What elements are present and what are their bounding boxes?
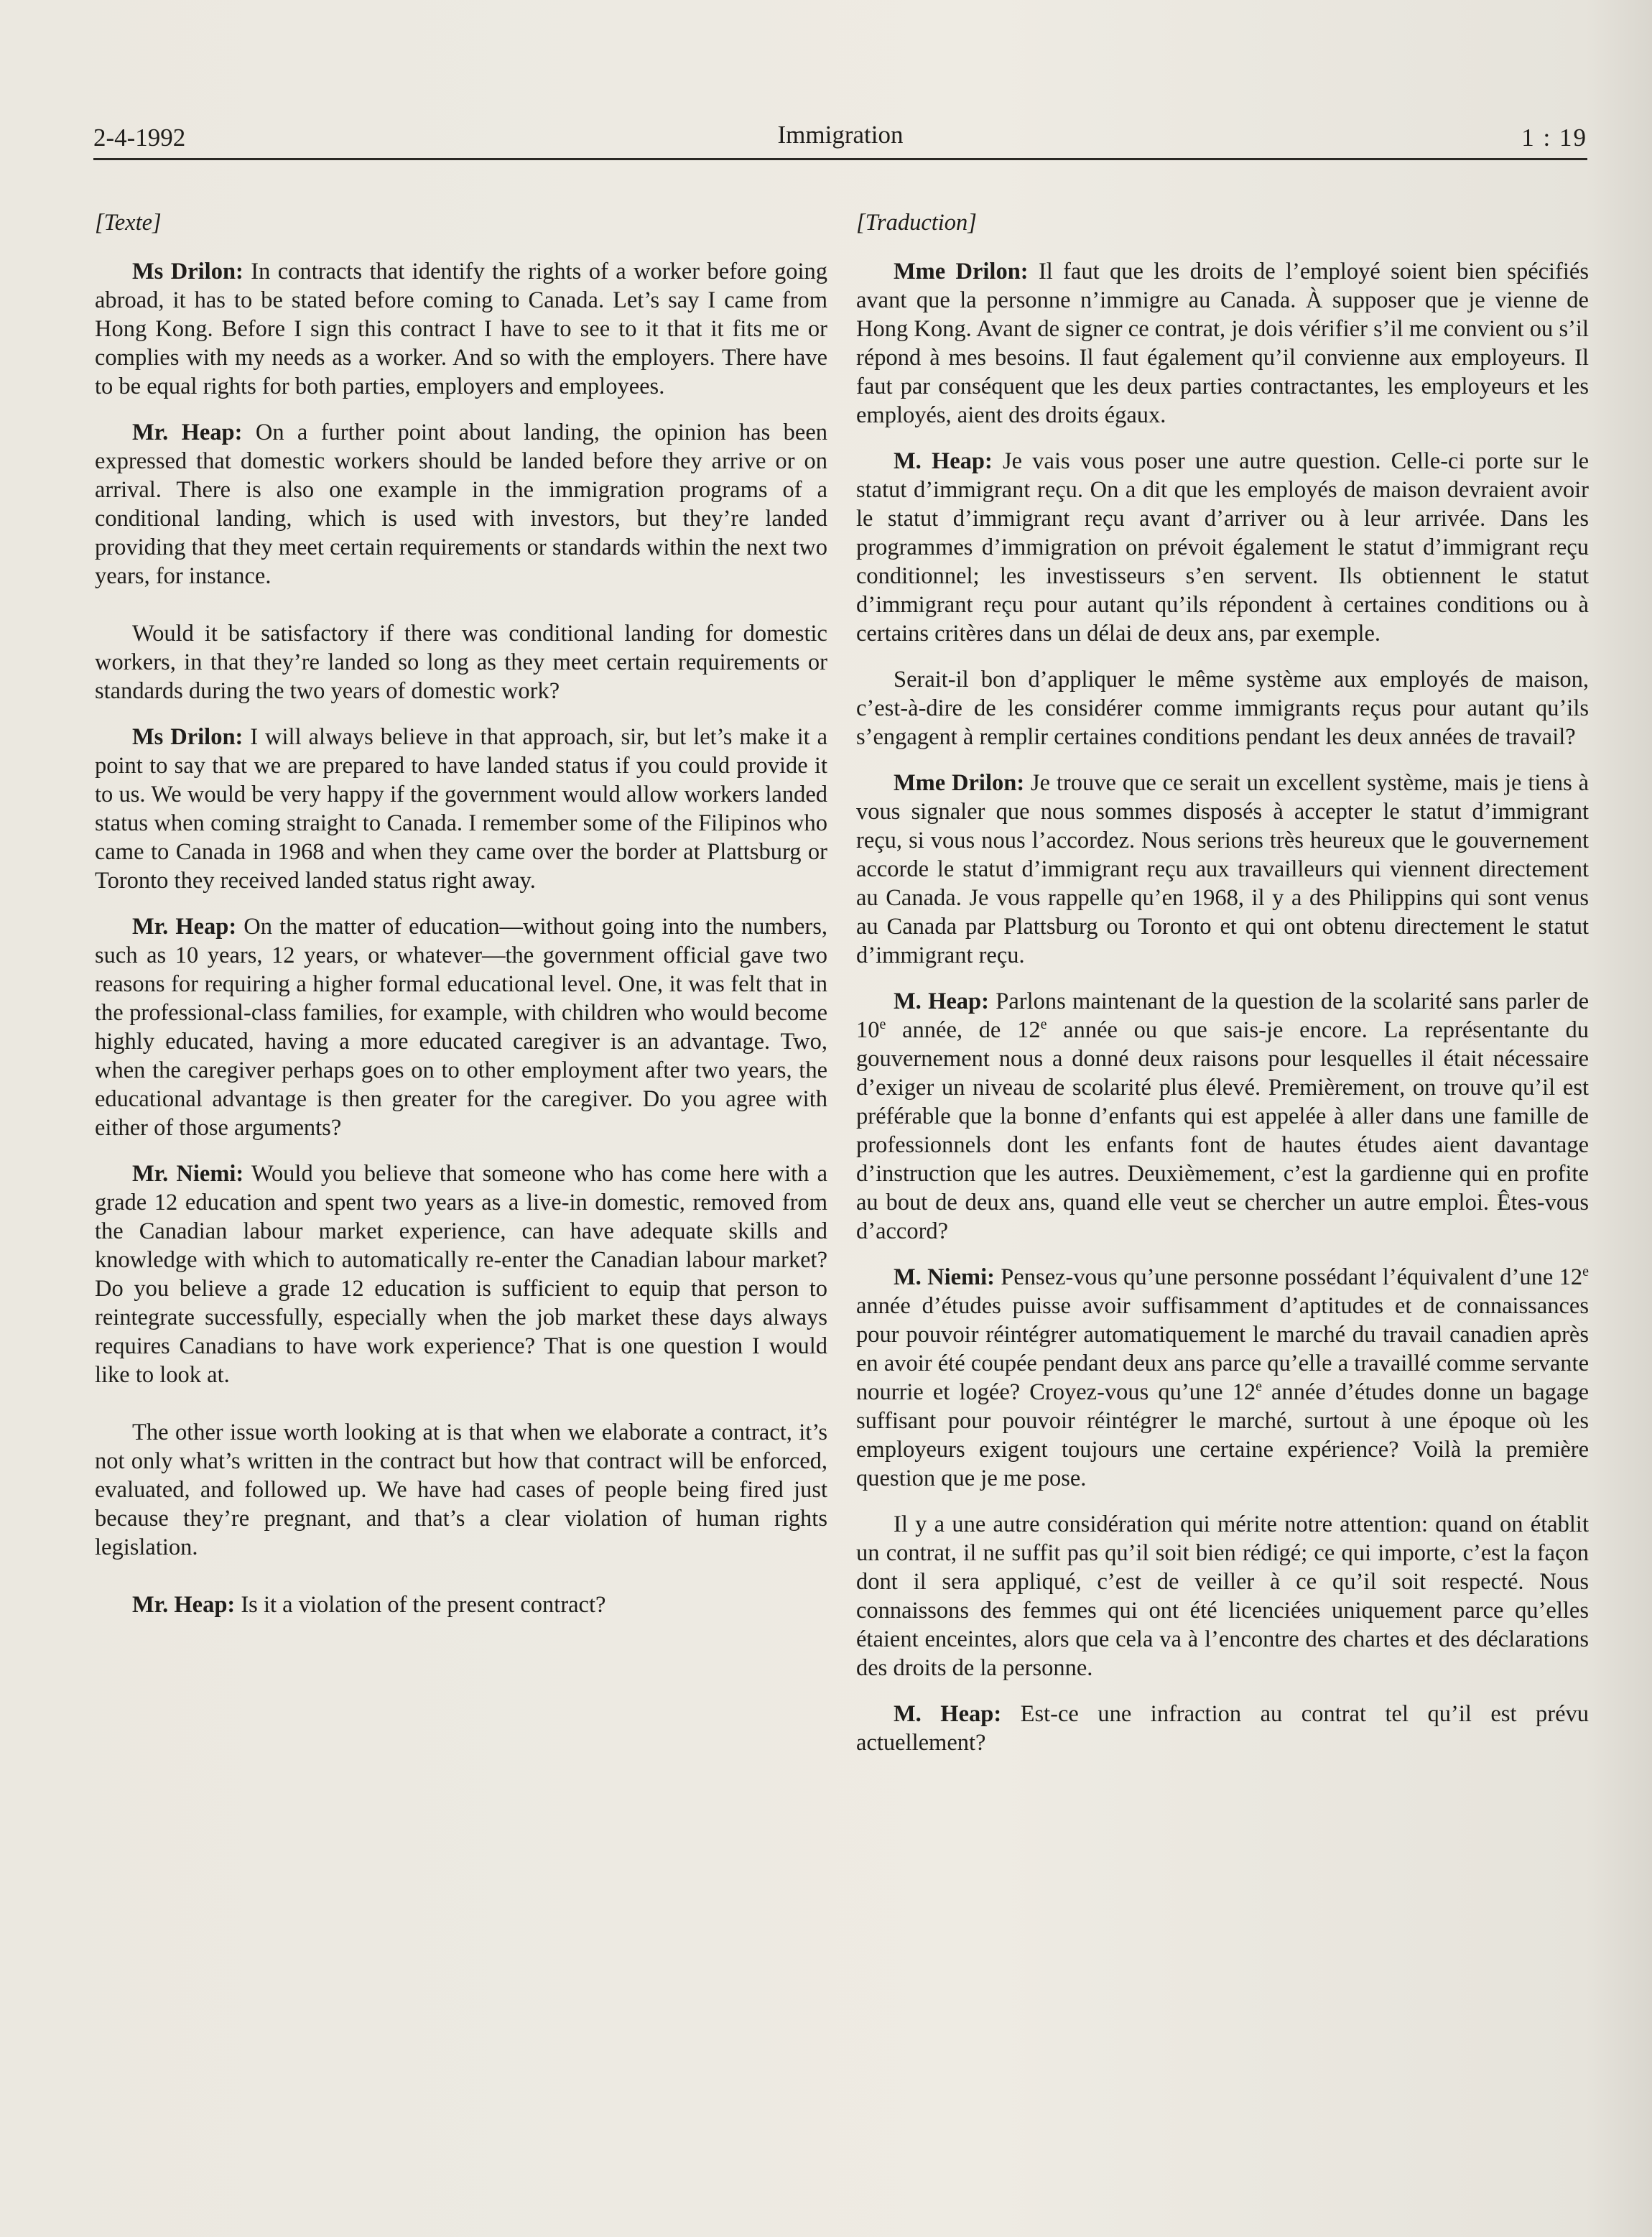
paragraph-text: Je vais vous poser une autre question. Celle-ci porte sur le statut d’immigrant reçu. On a dit que les employés de maison devraient avoir le statut d’immigrant reçu avant d’arriver ou à leur arrivée. Dans les programmes d’immigration on prévoit également le statut d’immigrant reçu conditionnel; les investisseurs s’en servent. Ils obtiennent le statut d’immigrant reçu pour autant qu’ils répondent à certaines conditions ou à certains critères dans un délai de deux ans, par exemple. — [856, 448, 1590, 647]
paragraph — [95, 1590, 827, 1619]
speaker: Ms Drilon: — [132, 259, 243, 284]
paragraph — [95, 1418, 827, 1562]
paragraph-text: The other issue worth looking at is that when we elaborate a contract, it’s not only what’s written in the contract but how that contract will be enforced, evaluated, and followed up. We have had cases of people being fired just because they’re pregnant, and that’s a clear violation of human rights legislation. — [95, 1419, 827, 1560]
paragraph — [856, 447, 1589, 648]
speaker: M. Heap: — [894, 1701, 1002, 1727]
paragraph — [856, 665, 1589, 751]
speaker: Mr. Niemi: — [132, 1161, 244, 1187]
paragraph-text: Would it be satisfactory if there was conditional landing for domestic workers, in that they’re landed so long as they meet certain requirements or standards during the two years of domestic work? — [95, 621, 827, 704]
paragraph-text: On the matter of education—without going into the numbers, such as 10 years, 12 years, or whatever—the government official gave two reasons for requiring a higher formal educational level. One, it was felt that in the professional-class families, for example, with children who would become highly educated, having a more educated caregiver is an advantage. Two, when the caregiver perhaps goes on to other employment after two years, the educational advantage is then greater for the caregiver. Do you agree with either of those arguments? — [95, 914, 827, 1141]
paragraph — [856, 257, 1589, 430]
paragraph-text: Je trouve que ce serait un excellent système, mais je tiens à vous signaler que nous sommes disposés à accepter le statut d’immigrant reçu, si vous nous l’accordez. Nous serions très heureux que le gouvernement accorde le statut d’immigrant reçu aux travailleurs qui viennent directement au Canada. Je vous rappelle qu’en 1968, il y a des Philippins qui sont venus au Canada par Plattsburg ou Toronto et qui ont obtenu directement le statut d’immigrant reçu. — [856, 770, 1589, 968]
language-label: [Traduction] — [856, 210, 977, 236]
speaker: Mme Drilon: — [894, 259, 1029, 284]
language-label: [Texte] — [95, 210, 162, 236]
paragraph — [856, 769, 1589, 970]
paragraph-text: Serait-il bon d’appliquer le même système aux employés de maison, c’est-à-dire de les considérer comme immigrants reçus pour autant qu’ils s’engagent à remplir certaines conditions pendant les deux années de travail? — [856, 667, 1589, 750]
paragraph — [95, 418, 827, 590]
paragraph-text: Pensez-vous qu’une personne possédant l’équivalent d’une 12e année d’études puisse avoir suffisamment d’aptitudes et de connaissances pour pouvoir réintégrer automatiquement le marché du travail canadien après en avoir été coupée pendant deux ans parce qu’elle a travaillé comme servante nourrie et logée? Croyez-vous qu’une 12e année d’études donne un bagage suffisant pour pouvoir réintégrer le marché, surtout à une époque où les employeurs exigent toujours une certaine expérience? Voilà la première question que je me pose. — [856, 1264, 1589, 1491]
paragraph-text: Est-ce une infraction au contrat tel qu’il est prévu actuellement? — [856, 1701, 1589, 1756]
paragraph-text: Il faut que les droits de l’employé soient bien spécifiés avant que la personne n’immigre au Canada. À supposer que je vienne de Hong Kong. Avant de signer ce contrat, je dois vérifier s’il me convient ou s’il répond à mes besoins. Il faut également qu’il convienne aux employeurs. Il faut par conséquent que les deux parties contractantes, les employeurs et les employés, aient des droits égaux. — [856, 259, 1590, 428]
speaker: Mr. Heap: — [132, 914, 237, 940]
paragraph — [95, 257, 827, 401]
speaker: M. Heap: — [894, 448, 993, 474]
speaker: Mr. Heap: — [132, 1592, 236, 1618]
speaker: Ms Drilon: — [132, 724, 243, 750]
column-english — [95, 208, 827, 1636]
paragraph-text: Would you believe that someone who has come here with a grade 12 education and spent two years as a live-in domestic, removed from the Canadian labour market experience, can have adequate skills and knowledge with which to automatically re-enter the Canadian labour market? Do you believe a grade 12 education is sufficient to equip that person to reintegrate successfully, especially when the job market these days always requires Canadians to have work experience? That is one question I would like to look at. — [95, 1161, 828, 1388]
paragraph-text: Il y a une autre considération qui mérite notre attention: quand on établit un contrat, il ne suffit pas qu’il soit bien rédigé; ce qui importe, c’est la façon dont il sera appliqué, c’est de veiller à ce qu’il soit respecté. Nous connaissons des femmes qui ont été licenciées uniquement parce qu’elles étaient enceintes, alors que cela va à l’encontre des chartes et des déclarations des droits de la personne. — [856, 1511, 1589, 1681]
paragraph-text: Parlons maintenant de la question de la scolarité sans parler de 10e année, de 12e année ou que sais-je encore. La représentante du gouvernement nous a donné deux raisons pour lesquelles il était nécessaire d’exiger un niveau de scolarité plus élevé. Premièrement, on trouve qu’il est préférable que la bonne d’enfants qui est appelée à aller dans une famille de professionnels dont les enfants font de hautes études aient davantage d’instruction que les autres. Deuxièmement, c’est la gardienne qui en profite au bout de deux ans, quand elle veut se chercher un autre emploi. Êtes-vous d’accord? — [856, 988, 1589, 1244]
paragraph — [95, 912, 827, 1142]
paragraph — [95, 1159, 827, 1389]
header-title: Immigration — [777, 121, 904, 149]
header-page-number: 1 : 19 — [1521, 124, 1587, 152]
speaker: Mme Drilon: — [894, 770, 1025, 796]
paragraph — [95, 723, 827, 895]
paragraph — [856, 987, 1589, 1246]
paragraph — [856, 1510, 1589, 1682]
paragraph — [95, 619, 827, 705]
paragraph-text: I will always believe in that approach, sir, but let’s make it a point to say that we are prepared to have landed status if you could provide it to us. We would be very happy if the government would allow workers landed status when coming straight to Canada. I remember some of the Filipinos who came to Canada in 1968 and when they came over the border at Plattsburg or Toronto they received landed status right away. — [95, 724, 827, 894]
paragraph — [856, 1263, 1589, 1493]
speaker: M. Heap: — [894, 988, 989, 1014]
paragraph-text: On a further point about landing, the opinion has been expressed that domestic workers should be landed before they arrive or on arrival. There is also one example in the immigration programs of a conditional landing, which is used with investors, but they’re landed providing that they meet certain requirements or standards within the next two years, for instance. — [95, 420, 827, 589]
paragraph — [856, 1700, 1589, 1757]
speaker: M. Niemi: — [894, 1264, 995, 1290]
header-date: 2-4-1992 — [93, 124, 186, 152]
column-french — [856, 208, 1589, 1774]
paragraph-text: In contracts that identify the rights of a worker before going abroad, it has to be stated before coming to Canada. Let’s say I came from Hong Kong. Before I sign this contract I have to see to it that it fits me or complies with my needs as a worker. And so with the employers. There have to be equal rights for both parties, employers and employees. — [95, 259, 827, 399]
page-header — [93, 121, 1587, 160]
speaker: Mr. Heap: — [132, 420, 243, 445]
paragraph-text: Is it a violation of the present contract? — [241, 1592, 606, 1618]
